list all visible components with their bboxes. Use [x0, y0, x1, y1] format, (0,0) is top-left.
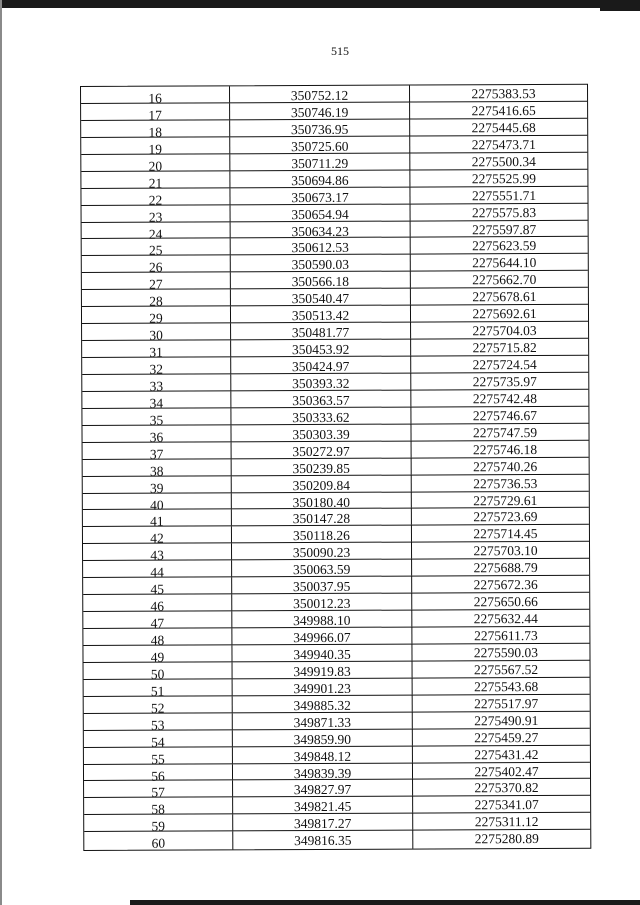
table-row [81, 136, 587, 155]
y-coordinate-cell: 2275416.65 [471, 102, 536, 119]
page-number: 515 [331, 44, 349, 58]
table-row [82, 322, 588, 341]
point-number-cell: 50 [84, 662, 233, 679]
y-coordinate-cell: 2275632.44 [473, 611, 538, 627]
table-row [82, 356, 588, 375]
point-number-cell: 16 [81, 86, 230, 103]
table-row [81, 169, 587, 191]
x-coordinate-cell: 350634.23 [231, 221, 411, 238]
table-row [82, 373, 588, 392]
table-row [82, 305, 588, 324]
point-number-cell: 53 [84, 713, 233, 730]
scan-top-border-corner [600, 0, 640, 11]
y-coordinate-cell: 2275431.42 [474, 746, 539, 762]
point-number-cell: 45 [83, 578, 232, 595]
y-coordinate-cell: 2275590.03 [473, 644, 539, 661]
x-coordinate-cell: 349966.07 [232, 628, 412, 645]
x-coordinate-cell: 350090.23 [232, 543, 412, 560]
y-coordinate-cell: 2275445.68 [471, 119, 536, 136]
y-coordinate-cell: 2275729.61 [473, 492, 538, 508]
x-coordinate-cell: 350118.26 [232, 526, 412, 543]
point-number-cell: 60 [84, 832, 233, 851]
x-coordinate-cell: 350453.92 [231, 340, 411, 357]
x-coordinate-cell: 349919.83 [233, 661, 413, 678]
x-coordinate-cell: 350209.84 [232, 475, 412, 492]
point-number-cell: 44 [83, 561, 232, 578]
point-number-cell: 43 [83, 544, 232, 561]
point-number-cell: 18 [81, 120, 230, 137]
y-coordinate-cell: 2275525.99 [471, 170, 537, 186]
x-coordinate-cell: 350513.42 [231, 306, 411, 323]
point-number-cell: 28 [82, 290, 231, 307]
x-coordinate-cell: 350566.18 [231, 272, 411, 289]
table-row [83, 559, 589, 578]
y-coordinate-cell: 2275742.48 [472, 390, 537, 407]
table-row [81, 119, 587, 138]
table-row [82, 288, 588, 307]
scan-top-border [0, 0, 640, 8]
point-number-cell: 23 [82, 205, 231, 222]
point-number-cell: 30 [82, 323, 231, 340]
y-coordinate-cell: 2275341.07 [474, 797, 539, 813]
y-coordinate-cell: 2275500.34 [471, 153, 536, 170]
y-coordinate-cell: 2275672.36 [473, 577, 538, 593]
y-coordinate-cell: 2275551.71 [471, 187, 537, 203]
point-number-cell: 37 [83, 442, 232, 459]
point-number-cell: 20 [81, 154, 230, 171]
point-number-cell: 21 [81, 171, 230, 188]
x-coordinate-cell: 350303.39 [231, 424, 411, 441]
point-number-cell: 36 [82, 425, 231, 442]
point-number-cell: 48 [83, 628, 232, 645]
x-coordinate-cell: 349988.10 [232, 611, 412, 628]
point-number-cell: 57 [84, 781, 233, 798]
y-coordinate-cell: 2275747.59 [472, 424, 538, 441]
x-coordinate-cell: 349901.23 [233, 678, 413, 695]
x-coordinate-cell: 350363.57 [231, 390, 411, 407]
point-number-cell: 17 [81, 103, 230, 120]
point-number-cell: 33 [82, 374, 231, 391]
point-number-cell: 55 [84, 747, 233, 764]
scan-bottom-border [130, 900, 640, 905]
table-row [84, 830, 590, 850]
y-coordinate-cell: 2275692.61 [472, 306, 537, 322]
y-coordinate-cell: 2275597.87 [472, 221, 537, 237]
y-coordinate-cell: 2275644.10 [472, 255, 537, 271]
table-row [82, 339, 588, 358]
point-number-cell: 49 [83, 645, 232, 662]
point-number-cell: 42 [83, 527, 232, 544]
y-coordinate-cell: 2275517.97 [474, 695, 539, 712]
point-number-cell: 24 [82, 222, 231, 239]
y-coordinate-cell: 2275688.79 [473, 560, 538, 576]
y-coordinate-cell: 2275746.67 [472, 407, 538, 424]
x-coordinate-cell: 349940.35 [232, 644, 412, 661]
x-coordinate-cell: 349817.27 [233, 814, 413, 831]
x-coordinate-cell: 350180.40 [232, 492, 412, 509]
table-row [82, 424, 588, 443]
y-coordinate-cell: 2275678.61 [472, 289, 537, 305]
table-row [81, 102, 587, 121]
table-row [83, 457, 589, 479]
point-number-cell: 34 [82, 391, 231, 408]
x-coordinate-cell: 350037.95 [232, 577, 412, 594]
table-row [82, 407, 588, 426]
point-number-cell: 31 [82, 340, 231, 357]
x-coordinate-cell: 350725.60 [230, 136, 410, 153]
point-number-cell: 52 [84, 696, 233, 713]
point-number-cell: 41 [83, 510, 232, 527]
y-coordinate-cell: 2275662.70 [472, 272, 537, 288]
y-coordinate-cell: 2275490.91 [474, 712, 539, 728]
y-coordinate-cell: 2275567.52 [473, 661, 539, 678]
y-coordinate-cell: 2275473.71 [471, 136, 536, 153]
y-coordinate-cell: 2275736.53 [473, 475, 538, 491]
x-coordinate-cell: 350540.47 [231, 289, 411, 306]
table-row [82, 390, 588, 409]
point-number-cell: 40 [83, 493, 232, 510]
x-coordinate-cell: 350711.29 [230, 153, 410, 170]
table-row [83, 542, 589, 564]
x-coordinate-cell: 349821.45 [233, 797, 413, 814]
x-coordinate-cell: 350746.19 [230, 102, 410, 119]
point-number-cell: 19 [81, 137, 230, 154]
point-number-cell: 51 [84, 679, 233, 696]
y-coordinate-cell: 2275715.82 [472, 340, 537, 356]
y-coordinate-cell: 2275459.27 [474, 729, 539, 745]
point-number-cell: 38 [83, 459, 232, 476]
x-coordinate-cell: 350063.59 [232, 560, 412, 577]
y-coordinate-cell: 2275623.59 [472, 238, 537, 254]
x-coordinate-cell: 349859.90 [233, 729, 413, 746]
x-coordinate-cell: 350147.28 [232, 509, 412, 526]
x-coordinate-cell: 349885.32 [233, 695, 413, 712]
y-coordinate-cell: 2275611.73 [474, 628, 538, 644]
x-coordinate-cell: 350752.12 [230, 86, 410, 103]
table-row [83, 491, 589, 513]
x-coordinate-cell: 350333.62 [231, 407, 411, 424]
point-number-cell: 29 [82, 307, 231, 324]
point-number-cell: 32 [82, 357, 231, 374]
point-number-cell: 25 [82, 239, 231, 256]
x-coordinate-cell: 350393.32 [231, 373, 411, 390]
table-row [82, 254, 588, 276]
table-row [83, 525, 589, 547]
y-coordinate-cell: 2275383.53 [471, 86, 536, 102]
x-coordinate-cell: 350272.97 [232, 441, 412, 458]
point-number-cell: 22 [81, 188, 230, 205]
x-coordinate-cell: 350239.85 [232, 458, 412, 475]
table-row [81, 153, 587, 172]
x-coordinate-cell: 350736.95 [230, 119, 410, 136]
y-coordinate-cell: 2275723.69 [473, 509, 538, 525]
x-coordinate-cell: 350424.97 [231, 357, 411, 374]
point-number-cell: 54 [84, 730, 233, 747]
y-coordinate-cell: 2275402.47 [474, 763, 539, 779]
table-row [83, 440, 589, 462]
x-coordinate-cell: 350612.53 [231, 238, 411, 255]
coordinates-table [80, 84, 591, 851]
x-coordinate-cell: 349839.39 [233, 763, 413, 780]
table-row [81, 186, 587, 208]
x-coordinate-cell: 349816.35 [233, 831, 413, 850]
table-row [83, 593, 589, 612]
y-coordinate-cell: 2275735.97 [472, 373, 537, 390]
y-coordinate-cell: 2275714.45 [473, 526, 538, 542]
y-coordinate-cell: 2275746.18 [472, 441, 538, 457]
table-row [83, 508, 589, 530]
table-row [83, 627, 589, 646]
y-coordinate-cell: 2275543.68 [474, 678, 539, 695]
point-number-cell: 35 [82, 408, 231, 425]
table-row [82, 271, 588, 293]
point-number-cell: 59 [84, 815, 233, 832]
table-row [82, 203, 588, 225]
x-coordinate-cell: 350590.03 [231, 255, 411, 272]
table-row [83, 474, 589, 496]
table-row [81, 85, 587, 104]
table-row [83, 610, 589, 629]
x-coordinate-cell: 349827.97 [233, 780, 413, 797]
y-coordinate-cell: 2275370.82 [474, 780, 539, 796]
x-coordinate-cell: 349848.12 [233, 746, 413, 763]
y-coordinate-cell: 2275704.03 [472, 323, 537, 339]
y-coordinate-cell: 2275311.12 [474, 814, 539, 830]
point-number-cell: 27 [82, 273, 231, 290]
table-row [83, 576, 589, 595]
table-row [82, 220, 588, 242]
point-number-cell: 26 [82, 256, 231, 273]
point-number-cell: 46 [83, 594, 232, 611]
x-coordinate-cell: 350012.23 [232, 594, 412, 611]
table-row [82, 237, 588, 259]
y-coordinate-cell: 2275703.10 [473, 543, 538, 559]
x-coordinate-cell: 349871.33 [233, 712, 413, 729]
scan-left-border [0, 0, 2, 905]
y-coordinate-cell: 2275650.66 [473, 594, 538, 610]
x-coordinate-cell: 350694.86 [230, 170, 410, 187]
x-coordinate-cell: 350673.17 [230, 187, 410, 204]
y-coordinate-cell: 2275724.54 [472, 357, 537, 373]
x-coordinate-cell: 350481.77 [231, 323, 411, 340]
x-coordinate-cell: 350654.94 [231, 204, 411, 221]
point-number-cell: 58 [84, 798, 233, 815]
y-coordinate-cell: 2275575.83 [471, 204, 537, 220]
point-number-cell: 56 [84, 764, 233, 781]
y-coordinate-cell: 2275280.89 [474, 831, 539, 847]
y-coordinate-cell: 2275740.26 [473, 458, 538, 474]
point-number-cell: 39 [83, 476, 232, 493]
point-number-cell: 47 [83, 611, 232, 628]
